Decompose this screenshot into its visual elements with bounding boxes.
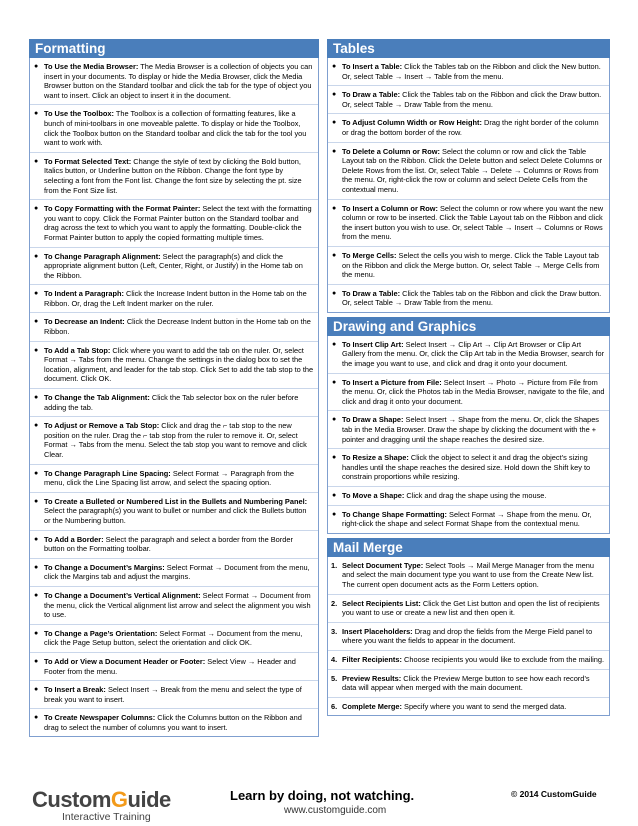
left-column (29, 39, 319, 737)
item-text: Select Tools → Mail Merge Manager from the menu and select the main document type you want to use from the Create New list. The current open document acts as the Form Letters option. (342, 560, 594, 589)
item-text: Click the object to select it and drag the object’s sizing handles until the shape reaches the desired size. Hold down the Shift key to constrain proportions while resizing. (342, 453, 591, 482)
item-text: Select Format → Document from the menu, click the Margins tab and adjust the margins. (44, 562, 310, 582)
item-text: The Toolbox is a collection of formatting features, like a bunch of mini-toolbars in one moveable palette. To display or hide the Toolbox, click the Toolbox button on the Standard toolbar and click the tab for the tool you want to work with. (44, 109, 307, 148)
item-text: Click and drag the shape using the mouse. (404, 491, 547, 500)
item-text: Select Format → Document from the menu, click the Vertical alignment list arrow and select the alignment you wish to use. (44, 590, 311, 620)
item-heading: To Merge Cells: (342, 250, 397, 260)
formatting-item (30, 531, 318, 559)
item-heading: To Insert a Break: (44, 685, 106, 695)
item-text: Select the cells you wish to merge. Click the Table Layout tab on the Ribbon and click the Merge button. Or, select Table → Merge Cells from the menu. (342, 250, 600, 280)
formatting-item (30, 559, 318, 587)
bullet-icon: ● (34, 205, 39, 213)
mailmerge-item (328, 698, 609, 716)
item-text: Click the Get List button and open the list of recipients you want to use or create a new list and then open it. (342, 598, 600, 618)
item-text: Click the Tables tab on the Ribbon and click the New button. Or, select Table → Insert → Table from the menu. (342, 62, 601, 81)
item-text: Select the paragraph(s) and click the appropriate alignment button (Left, Center, Right, or Justify) in the Home tab on the Ribbon. (44, 251, 303, 280)
item-heading: To Draw a Table: (342, 90, 401, 100)
item-text: Click the Tables tab on the Ribbon and click the Draw button. Or, select Table → Draw Table from the menu. (342, 90, 602, 109)
drawing-item (328, 487, 609, 506)
page-footer (0, 786, 638, 826)
item-heading: To Delete a Column or Row: (342, 146, 440, 156)
step-number: 2. (331, 598, 338, 608)
bullet-icon: ● (34, 394, 39, 402)
bullet-icon: ● (34, 318, 39, 326)
item-text: Select View → Header and Footer from the menu. (44, 656, 296, 676)
bullet-icon: ● (332, 119, 337, 127)
item-heading: To Use the Toolbox: (44, 109, 114, 119)
formatting-item (30, 105, 318, 152)
item-heading: To Change the Tab Alignment: (44, 393, 150, 403)
formatting-item (30, 200, 318, 247)
item-text: Specify where you want to send the merged data. (401, 701, 567, 711)
item-heading: Complete Merge: (342, 701, 402, 711)
formatting-item (30, 389, 318, 417)
item-text: Select Insert → Photo → Picture from File from the menu. Or, click the Photos tab in the Media Browser, navigate to the file, and click and drag it onto your document. (342, 377, 605, 406)
item-heading: To Draw a Table: (342, 288, 401, 298)
bullet-icon: ● (34, 110, 39, 118)
item-heading: Filter Recipients: (342, 654, 402, 664)
item-heading: To Draw a Shape: (342, 415, 404, 425)
item-text: Click the Columns button on the Ribbon and drag to select the number of columns you want to insert. (44, 713, 302, 732)
logo-part-g: G (110, 787, 128, 812)
mailmerge-item (328, 595, 609, 623)
bullet-icon: ● (34, 714, 39, 722)
item-text: Select the text with the formatting you want to copy. Click the Format Painter button on the Standard toolbar and drag across the text to which you want to apply the formatting. Double-click the Format Painter button to apply the copied formatting multiple times. (44, 204, 312, 242)
item-heading: To Change a Document’s Vertical Alignment: (44, 590, 201, 600)
item-heading: To Copy Formatting with the Format Painter: (44, 204, 201, 214)
tables-section (327, 58, 610, 313)
item-heading: Insert Placeholders: (342, 626, 413, 636)
item-heading: To Insert Clip Art: (342, 339, 404, 349)
item-text: Select Format → Shape from the menu. Or, right-click the shape and select Format Shape from the contextual menu. (342, 509, 592, 529)
copyright: © 2014 CustomGuide (511, 789, 597, 799)
mailmerge-section (327, 557, 610, 717)
item-heading: To Insert a Picture from File: (342, 377, 442, 387)
step-number: 3. (331, 626, 338, 636)
item-heading: To Resize a Shape: (342, 453, 409, 463)
item-heading: To Change Paragraph Line Spacing: (44, 468, 171, 478)
item-heading: To Add or View a Document Header or Footer: (44, 656, 206, 666)
item-heading: Preview Results: (342, 673, 402, 683)
formatting-header: Formatting (29, 39, 319, 58)
item-heading: To Adjust or Remove a Tab Stop: (44, 421, 160, 431)
bullet-icon: ● (34, 535, 39, 543)
step-number: 5. (331, 673, 338, 683)
tables-item (328, 58, 609, 86)
item-heading: To Adjust Column Width or Row Height: (342, 118, 482, 128)
tagline: Learn by doing, not watching. (230, 788, 415, 803)
item-text: The Media Browser is a collection of objects you can insert in your documents. To display or hide the Media Browser, click the Media Browser button on the Standard toolbar and click the tab for the type of object you want to insert. Click an object to insert it in the document. (44, 62, 313, 100)
website-url[interactable]: www.customguide.com (284, 805, 387, 816)
item-text: Select Format → Paragraph from the menu, click the Line Spacing list arrow, and select the spacing option. (44, 468, 294, 488)
item-text: Click the Increase Indent button in the Home tab on the Ribbon. Or, drag the Left Indent marker on the ruler. (44, 289, 307, 308)
step-number: 4. (331, 654, 338, 664)
tables-item (328, 86, 609, 114)
step-number: 6. (331, 701, 338, 711)
formatting-item (30, 58, 318, 105)
drawing-item (328, 449, 609, 487)
item-text: Click the Tables tab on the Ribbon and click the Draw button. Or, select Table → Draw Table from the menu. (342, 288, 602, 308)
item-text: Select the column or row where you want the new column or row to be inserted. Click the Table Layout tab on the Ribbon and click the insert button you wish to use. Or, select Table → Insert → Columns or Rows from the menu. (342, 203, 604, 242)
item-text: Select Format → Document from the menu, click the Page Setup button, select the orientation and click OK. (44, 628, 303, 648)
item-heading: To Add a Border: (44, 534, 104, 544)
logo-part-custom: Custom (32, 787, 111, 812)
item-heading: To Change Paragraph Alignment: (44, 251, 161, 261)
mailmerge-header: Mail Merge (327, 538, 610, 557)
item-heading: Select Document Type: (342, 560, 424, 570)
formatting-item (30, 625, 318, 653)
formatting-item (30, 285, 318, 313)
formatting-section (29, 58, 319, 737)
bullet-icon: ● (332, 289, 337, 297)
item-text: Click the Decrease Indent button in the Home tab on the Ribbon. (44, 317, 311, 337)
tables-header: Tables (327, 39, 610, 58)
bullet-icon: ● (332, 63, 337, 70)
logo-part-uide: uide (127, 787, 171, 812)
bullet-icon: ● (332, 378, 337, 386)
bullet-icon: ● (34, 63, 39, 70)
drawing-header: Drawing and Graphics (327, 317, 610, 336)
bullet-icon: ● (332, 340, 337, 348)
tables-list (328, 58, 609, 312)
mailmerge-item (328, 670, 609, 698)
formatting-item (30, 681, 318, 709)
item-text: Choose recipients you would like to exclude from the mailing. (401, 654, 605, 664)
bullet-icon: ● (34, 469, 39, 477)
tables-item (328, 247, 609, 285)
formatting-item (30, 493, 318, 531)
formatting-item (30, 313, 318, 341)
formatting-item (30, 465, 318, 493)
item-heading: Select Recipients List: (342, 598, 421, 608)
right-column (327, 39, 610, 716)
item-heading: To Create a Bulleted or Numbered List in the Bullets and Numbering Panel: (44, 496, 308, 506)
formatting-item (30, 653, 318, 681)
drawing-item (328, 411, 609, 449)
step-number: 1. (331, 560, 338, 570)
bullet-icon: ● (332, 147, 337, 155)
bullet-icon: ● (34, 563, 39, 571)
tables-item (328, 143, 609, 200)
item-text: Drag the right border of the column or drag the bottom border of the row. (342, 118, 599, 137)
bullet-icon: ● (34, 591, 39, 599)
item-heading: To Insert a Table: (342, 62, 403, 71)
item-heading: To Change a Page’s Orientation: (44, 628, 158, 638)
logo-subtitle: Interactive Training (62, 811, 151, 823)
bullet-icon: ● (34, 252, 39, 260)
drawing-item (328, 374, 609, 412)
bullet-icon: ● (34, 629, 39, 637)
bullet-icon: ● (332, 492, 337, 499)
mailmerge-item (328, 651, 609, 670)
formatting-item (30, 342, 318, 389)
item-text: Change the style of text by clicking the Bold button, Italics button, or Underline button on the Ribbon. Change the font type by selecting a font from the Font list. Change the font size by selecting the pt. size from the Font Size list. (44, 156, 302, 195)
logo-wordmark (32, 787, 171, 813)
customguide-logo (32, 786, 182, 824)
item-heading: To Insert a Column or Row: (342, 203, 438, 213)
formatting-item (30, 248, 318, 286)
item-text: Select Insert → Shape from the menu. Or, click the Shapes tab in the Media Browser. Draw the shape by clicking the document with the + pointer and dragging until the shape reaches the desired size. (342, 415, 600, 444)
item-text: Click the Preview Merge button to see how each record’s data will appear when merged with the main document. (342, 673, 590, 693)
bullet-icon: ● (34, 157, 39, 165)
formatting-item (30, 417, 318, 464)
mailmerge-list (328, 557, 609, 716)
item-heading: To Change Shape Formatting: (342, 509, 447, 519)
item-text: Click the Tab selector box on the ruler before adding the tab. (44, 393, 299, 412)
item-heading: To Change a Document’s Margins: (44, 562, 165, 572)
bullet-icon: ● (332, 204, 337, 212)
bullet-icon: ● (332, 416, 337, 424)
mailmerge-item (328, 623, 609, 651)
bullet-icon: ● (34, 497, 39, 505)
item-heading: To Decrease an Indent: (44, 317, 125, 327)
formatting-item (30, 153, 318, 200)
bullet-icon: ● (34, 686, 39, 694)
bullet-icon: ● (332, 251, 337, 259)
mailmerge-item (328, 557, 609, 595)
bullet-icon: ● (332, 454, 337, 462)
bullet-icon: ● (332, 91, 337, 99)
drawing-section (327, 336, 610, 534)
item-heading: To Add a Tab Stop: (44, 345, 111, 355)
formatting-item (30, 587, 318, 625)
bullet-icon: ● (332, 510, 337, 518)
item-text: Click where you want to add the tab on the ruler. Or, select Format → Tabs from the menu. Change the settings in the dialog box to set the location, alignment, and leader for the tab stop. Click Set to add the tab stop to the document. Click OK. (44, 345, 314, 384)
item-heading: To Use the Media Browser: (44, 62, 139, 71)
item-heading: To Format Selected Text: (44, 156, 132, 166)
tables-item (328, 114, 609, 142)
tables-item (328, 285, 609, 312)
bullet-icon: ● (34, 346, 39, 354)
item-text: Select Insert → Break from the menu and select the type of break you want to insert. (44, 685, 302, 704)
drawing-item (328, 336, 609, 374)
bullet-icon: ● (34, 657, 39, 665)
formatting-item (30, 709, 318, 736)
item-text: Click and drag the ⌐ tab stop to the new position on the ruler. Drag the ⌐ tab stop from the ruler to remove it. Or, select Format → Tabs from the menu. Select the tab stop you want to remove and click Clear. (44, 421, 307, 459)
item-text: Select the paragraph and select a border from the Border button on the Formatting toolbar. (44, 534, 293, 554)
bullet-icon: ● (34, 422, 39, 430)
drawing-list (328, 336, 609, 533)
formatting-list (30, 58, 318, 736)
item-text: Select the paragraph(s) you want to bullet or number and click the Bullets button or the Numbering button. (44, 506, 307, 525)
item-text: Select Insert → Clip Art → Clip Art Browser or Clip Art Gallery from the menu. Or, click the Clip Art tab in the Media Browser, search for the image you want to use, and click and drag it onto your document. (342, 339, 605, 369)
tables-item (328, 200, 609, 247)
item-text: Drag and drop the fields from the Merge Field panel to where you want the fields to appear in the document. (342, 626, 593, 646)
item-heading: To Indent a Paragraph: (44, 289, 124, 299)
item-heading: To Move a Shape: (342, 491, 405, 500)
bullet-icon: ● (34, 290, 39, 298)
drawing-item (328, 506, 609, 533)
item-heading: To Create Newspaper Columns: (44, 713, 156, 723)
item-text: Select the column or row and click the Table Layout tab on the Ribbon. Click the Delete button and select Delete Columns or Delete Rows from the list. Or, select Table → Delete → Columns or Rows from the menu. Or, right-click the row or column and select Delete Cells from the contextual menu. (342, 146, 603, 194)
